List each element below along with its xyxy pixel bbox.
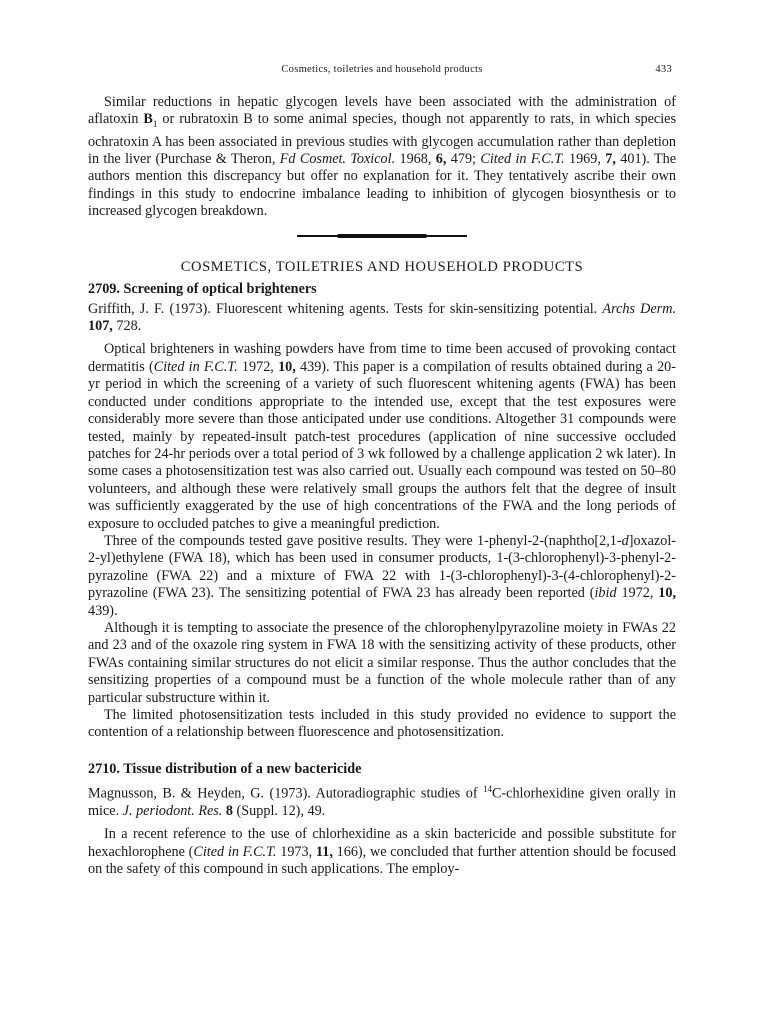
entry-2710-citation: Magnusson, B. & Heyden, G. (1973). Autoradiographic studies of $^{14}$C-chlorhexidine given orally in mice. J. periodont. Res. 8 (Suppl. 12), 49. (88, 783, 676, 819)
section-divider (297, 235, 467, 237)
running-head (88, 62, 676, 80)
entry-2710-title: 2710. Tissue distribution of a new bactericide (88, 760, 362, 777)
running-title: Cosmetics, toiletries and household products (281, 64, 483, 75)
entry-2709-paragraph-2: Three of the compounds tested gave positive results. They were 1-phenyl-2-(naphtho[2,1-d]oxazol-2-yl)ethylene (FWA 18), which has been used in consumer products, 1-(3-chlorophenyl)-3-phenyl-2-pyrazoline (FWA 22) and a mixture of FWA 22 with 1-(3-chlorophenyl)-3-(4-chlorophenyl)-2-pyrazoline (FWA 23). The sensitizing potential of FWA 23 has already been reported (ibid 1972, 10, 439). (88, 532, 676, 619)
document-page (88, 62, 676, 879)
entry-2709-paragraph-4: The limited photosensitization tests included in this study provided no evidence to support the contention of a relationship between fluorescence and photosensitization. (88, 707, 676, 741)
entry-2710-paragraph-1: In a recent reference to the use of chlorhexidine as a skin bactericide and possible substitute for hexachlorophene (Cited in F.C.T. 1973, 11, 166), we concluded that further attention should be focused on the safety of this compound in such applications. The employ- (88, 826, 676, 878)
entry-2709-paragraph-3: Although it is tempting to associate the presence of the chlorophenylpyrazoline moiety in FWAs 22 and 23 and of the oxazole ring system in FWA 18 with the sensitizing activity of these products, other FWAs containing similar structures do not elicit a similar response. Thus the author concludes that the sensitizing properties of a compound must be a function of the whole molecule rather than of any particular substructure within it. (88, 619, 676, 706)
entry-2709-title: 2709. Screening of optical brighteners (88, 280, 317, 297)
intro-paragraph: Similar reductions in hepatic glycogen levels have been associated with the administration of aflatoxin $B_1$ or rubratoxin B to some animal species, though not apparently to rats, in which species ochratoxin A has been associated in previous studies with glycogen accumulation rather than depletion in the liver (Purchase & Theron, Fd Cosmet. Toxicol. 1968, 6, 479; Cited in F.C.T. 1969, 7, 401). The authors mention this discrepancy but offer no explanation for it. They tentatively ascribe their own findings in this study to endocrine imbalance leading to inhibition of glycogen biosynthesis or to increased glycogen breakdown. (88, 94, 676, 220)
entry-2709-paragraph-1: Optical brighteners in washing powders have from time to time been accused of provoking contact dermatitis (Cited in F.C.T. 1972, 10, 439). This paper is a compilation of results obtained during a 20-yr period in which the screening of a variety of such fluorescent whitening agents (FWA) has been conducted under conditions appropriate to the intended use, except that the test exposures were considerably more severe than those anticipated under use conditions. Altogether 31 compounds were tested, mainly by repeated-insult patch-test procedures (application of nine successive occluded patches for 24-hr periods over a total period of 3 wk followed by a challenge application 2 wk later). In some cases a photosensitization test was also carried out. Usually each compound was tested on 50–80 volunteers, and although these were relatively small groups the authors felt that the degree of insult was sufficiently exaggerated by the use of high concentrations of the FWA and the long periods of exposure to occluded patches to give a meaningful prediction. (88, 341, 676, 532)
page-number: 433 (655, 64, 672, 75)
section-heading: COSMETICS, TOILETRIES AND HOUSEHOLD PRODUCTS (180, 258, 584, 275)
entry-2709-citation: Griffith, J. F. (1973). Fluorescent whitening agents. Tests for skin-sensitizing potential. Archs Derm. 107, 728. (88, 300, 676, 335)
